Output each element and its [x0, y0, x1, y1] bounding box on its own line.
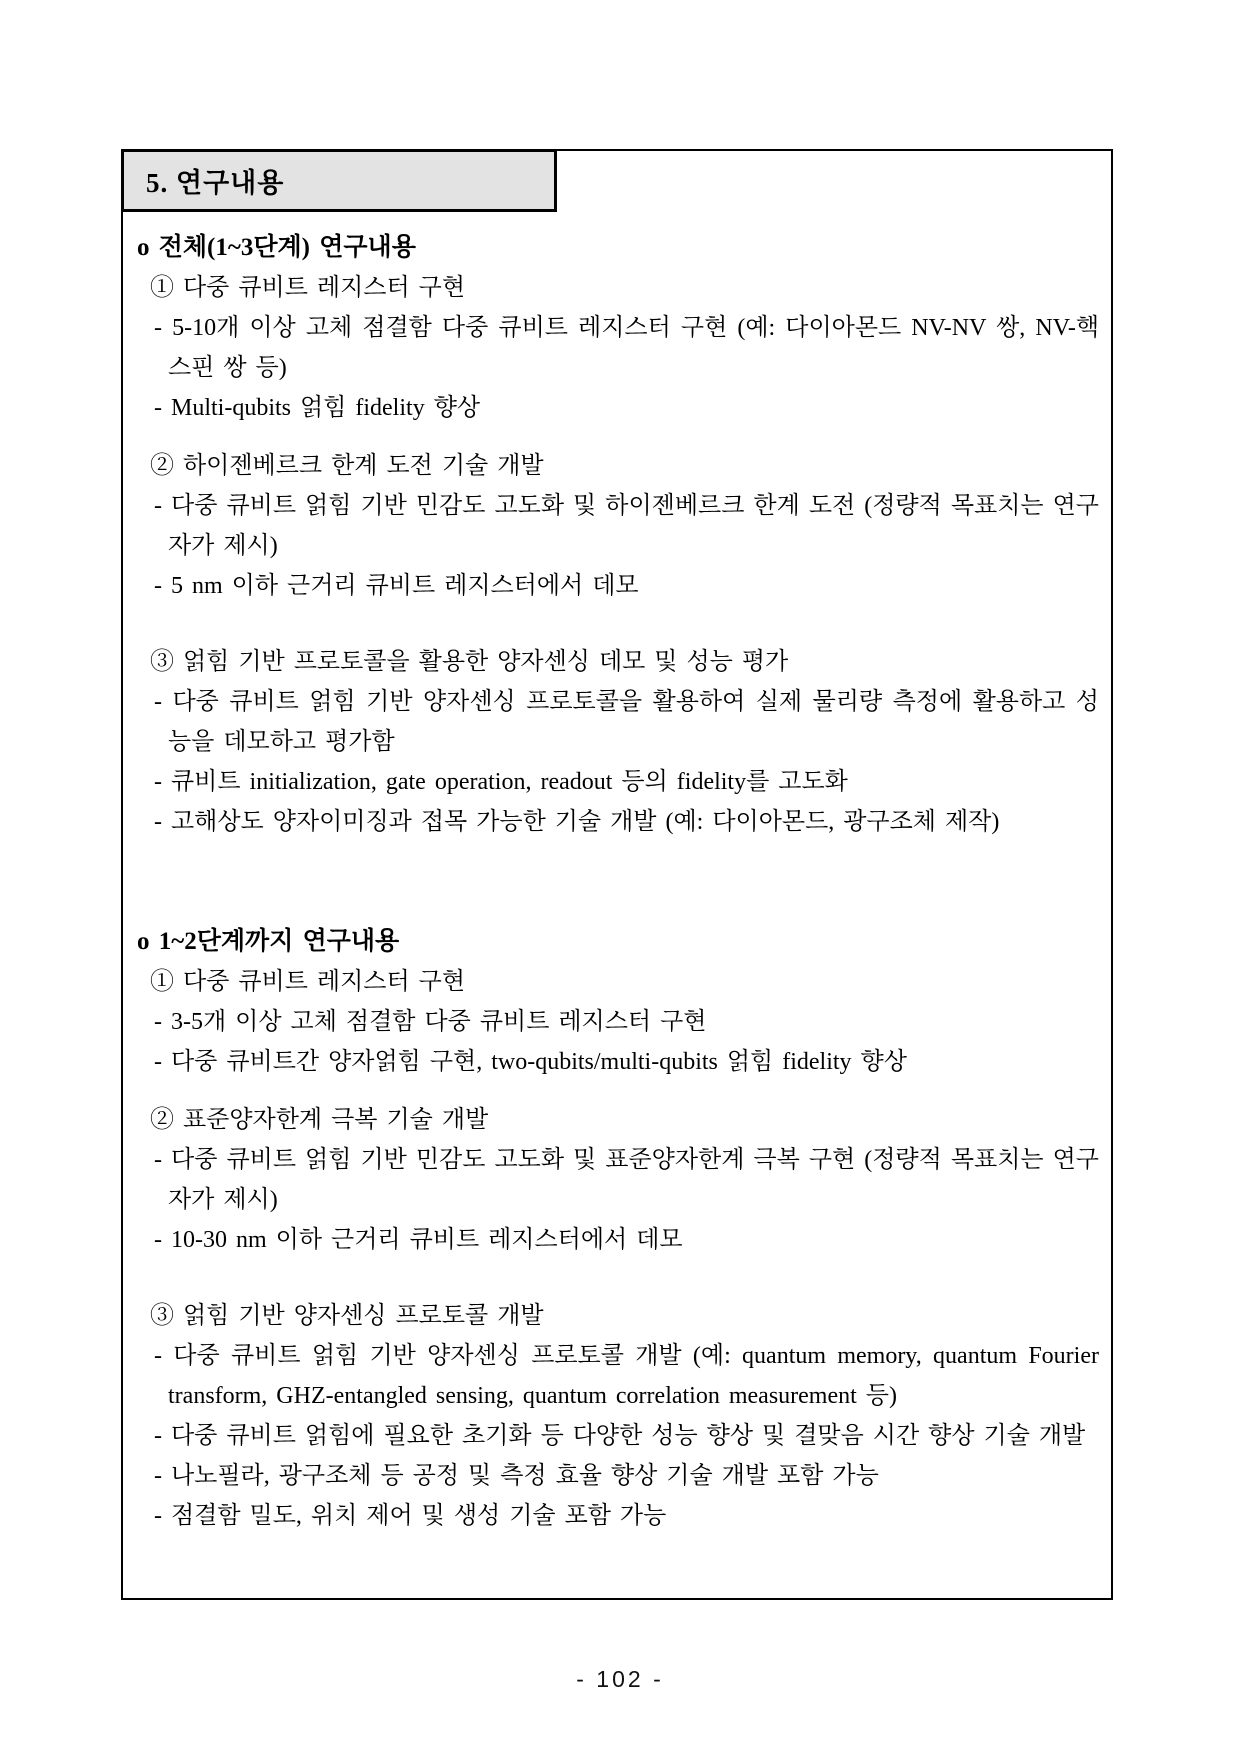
bullet-item: - Multi-qubits 얽힘 fidelity 향상: [154, 395, 481, 421]
section-heading: o 1~2단계까지 연구내용: [137, 928, 400, 955]
bullet-item: - 다중 큐비트 얽힘 기반 민감도 고도화 및 하이젠베르크 한계 도전 (정량적 목표치는 연구자가 제시): [154, 493, 1099, 559]
document-body: [123, 212, 1111, 1536]
item-group-title: ① 다중 큐비트 레지스터 구현: [150, 275, 466, 301]
bullet-item: - 다중 큐비트 얽힘에 필요한 초기화 등 다양한 성능 향상 및 결맞음 시간 향상 기술 개발: [154, 1423, 1086, 1449]
bullet-item: - 3-5개 이상 고체 점결함 다중 큐비트 레지스터 구현: [154, 1009, 707, 1035]
section-header-box: [121, 149, 557, 212]
research-section-stage12: [137, 922, 1099, 1536]
bullet-item: - 고해상도 양자이미징과 접목 가능한 기술 개발 (예: 다이아몬드, 광구조체 제작): [154, 809, 1000, 835]
item-group-title: ③ 얽힘 기반 프로토콜을 활용한 양자센싱 데모 및 성능 평가: [150, 649, 789, 675]
item-group-2: [137, 1100, 1099, 1260]
bullet-item: - 다중 큐비트 얽힘 기반 양자센싱 프로토콜을 활용하여 실제 물리량 측정에 활용하고 성능을 데모하고 평가함: [154, 689, 1099, 755]
bullet-item: - 다중 큐비트간 양자얽힘 구현, two-qubits/multi-qubits 얽힘 fidelity 향상: [154, 1049, 907, 1075]
item-group-1: [137, 268, 1099, 428]
bullet-item: - 큐비트 initialization, gate operation, readout 등의 fidelity를 고도화: [154, 769, 848, 795]
bullet-item: - 점결함 밀도, 위치 제어 및 생성 기술 포함 가능: [154, 1503, 667, 1529]
research-section-overall: [137, 228, 1099, 842]
item-group-3: [137, 1296, 1099, 1536]
bullet-item: - 다중 큐비트 얽힘 기반 양자센싱 프로토콜 개발 (예: quantum memory, quantum Fourier transform, GHZ-entangled sensing, quantum correlation measurement 등): [154, 1343, 1099, 1409]
item-group-3: [137, 642, 1099, 842]
section-heading: o 전체(1~3단계) 연구내용: [137, 234, 416, 261]
content-box: [121, 149, 1113, 1600]
item-group-title: ① 다중 큐비트 레지스터 구현: [150, 969, 466, 995]
bullet-item: - 5 nm 이하 근거리 큐비트 레지스터에서 데모: [154, 573, 639, 599]
item-group-2: [137, 446, 1099, 606]
item-group-title: ② 하이젠베르크 한계 도전 기술 개발: [150, 453, 544, 479]
bullet-item: - 다중 큐비트 얽힘 기반 민감도 고도화 및 표준양자한계 극복 구현 (정량적 목표치는 연구자가 제시): [154, 1147, 1099, 1213]
bullet-item: - 나노필라, 광구조체 등 공정 및 측정 효율 향상 기술 개발 포함 가능: [154, 1463, 879, 1489]
bullet-item: - 5-10개 이상 고체 점결함 다중 큐비트 레지스터 구현 (예: 다이아몬드 NV-NV 쌍, NV-핵스핀 쌍 등): [154, 315, 1099, 381]
bullet-item: - 10-30 nm 이하 근거리 큐비트 레지스터에서 데모: [154, 1227, 683, 1253]
page-number: - 102 -: [576, 1666, 664, 1692]
item-group-title: ③ 얽힘 기반 양자센싱 프로토콜 개발: [150, 1303, 544, 1329]
section-header-title: 5. 연구내용: [146, 168, 285, 198]
item-group-1: [137, 962, 1099, 1082]
item-group-title: ② 표준양자한계 극복 기술 개발: [150, 1107, 489, 1133]
